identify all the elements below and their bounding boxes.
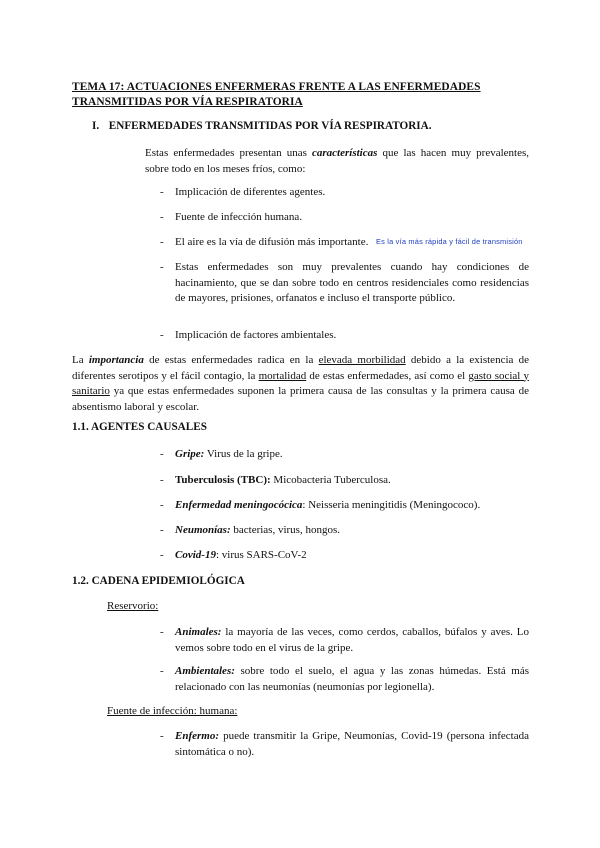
reservoir-type: Ambientales: [175, 665, 235, 677]
bold-term: importancia [88, 354, 144, 366]
intro-text-start: Estas enfermedades presentan unas [145, 147, 312, 159]
bullet-dash: - [160, 665, 164, 677]
bullet-dash: - [160, 261, 164, 273]
bullet-dash: - [160, 211, 164, 223]
list-item-text: Fuente de infección humana. [175, 211, 303, 223]
list-item [160, 473, 529, 489]
list-item [160, 185, 529, 201]
agent-name: Covid-19 [175, 549, 216, 561]
agent-name: Neumonías: [175, 524, 231, 536]
list-item [160, 729, 529, 760]
agent-name: Tuberculosis (TBC): [175, 474, 271, 486]
bullet-dash: - [160, 524, 164, 536]
agent-name: Gripe: [175, 448, 205, 460]
agent-description: : virus SARS-CoV-2 [215, 549, 307, 561]
list-item-text: Estas enfermedades son muy prevalentes cuando hay condiciones de hacinamiento, que se dan sobre todo en centros residenciales como residencias de mayores, prisiones, orfanatos e incluso el transporte público. [175, 261, 529, 304]
list-item [160, 523, 529, 539]
agent-name: Enfermedad meningocócica [175, 499, 303, 511]
list-item-text: El aire es la vía de difusión más importante. [175, 236, 369, 248]
list-item [160, 548, 529, 564]
list-item [160, 498, 529, 514]
source-description: puede transmitir la Gripe, Neumonías, Covid-19 (persona infectada sintomática o no). [175, 730, 529, 758]
list-item [160, 625, 529, 656]
bullet-dash: - [160, 329, 164, 341]
reservoir-type: Animales: [175, 626, 222, 638]
importance-paragraph [72, 353, 529, 415]
text-run: ya que estas enfermedades suponen la primera causa de las consultas y la primera causa de absentismo laboral y escolar. [72, 385, 529, 413]
text-run: La [72, 354, 89, 366]
list-item [160, 260, 529, 307]
source-type: Enfermo: [175, 730, 219, 742]
agent-description: Micobacteria Tuberculosa. [270, 474, 391, 486]
list-item [160, 328, 529, 344]
agent-description: : Neisseria meningitidis (Meningococo). [302, 499, 481, 511]
section-1-number: I. [92, 120, 100, 132]
text-run: de estas enfermedades, así como el [306, 369, 469, 382]
chain-heading: 1.2. CADENA EPIDEMIOLÓGICA [72, 575, 245, 587]
bullet-dash: - [160, 236, 164, 248]
bullet-dash: - [160, 626, 164, 638]
bullet-dash: - [160, 499, 164, 511]
bullet-dash: - [160, 730, 164, 742]
agents-heading: 1.1. AGENTES CAUSALES [72, 421, 207, 433]
bullet-dash: - [160, 186, 164, 198]
text-run: de estas enfermedades radica en la [143, 354, 319, 366]
list-item-text: Implicación de factores ambientales. [175, 329, 337, 341]
bullet-dash: - [160, 448, 164, 460]
source-label: Fuente de infección: humana: [107, 705, 238, 717]
section-1-heading [92, 120, 432, 132]
reservoir-label: Reservorio: [107, 600, 159, 612]
agent-description: Virus de la gripe. [204, 448, 283, 460]
underlined-term: elevada morbilidad [318, 354, 406, 366]
intro-bold-term: características [312, 147, 378, 159]
text-run: debido a la existencia de diferentes serotipos y el fácil contagio, la [72, 354, 530, 382]
list-item-text: Implicación de diferentes agentes. [175, 186, 326, 198]
document-title: TEMA 17: ACTUACIONES ENFERMERAS FRENTE A LAS ENFERMEDADES TRANSMITIDAS POR VÍA RESPIRATORIA [72, 81, 481, 108]
reservoir-description: la mayoría de las veces, como cerdos, caballos, búfalos y aves. Lo vemos sobre todo en el virus de la gripe. [175, 626, 529, 654]
reservoir-description: sobre todo el suelo, el agua y las zonas húmedas. Está más relacionado con las neumonías (neumonías por legionella). [175, 665, 529, 693]
section-1-heading-text: ENFERMEDADES TRANSMITIDAS POR VÍA RESPIRATORIA. [108, 120, 432, 132]
list-item [160, 664, 529, 695]
bullet-dash: - [160, 474, 164, 486]
intro-paragraph [145, 146, 529, 177]
list-item [160, 447, 529, 463]
bullet-dash: - [160, 549, 164, 561]
agent-description: bacterias, virus, hongos. [230, 524, 340, 536]
handwritten-side-note: Es la vía más rápida y fácil de transmisión [376, 237, 523, 246]
list-item [160, 210, 529, 226]
intro-text-end: que las hacen muy prevalentes, sobre todo en los meses fríos, como: [145, 147, 530, 175]
underlined-term: gasto social y sanitario [72, 369, 529, 397]
underlined-term: mortalidad [258, 369, 307, 382]
